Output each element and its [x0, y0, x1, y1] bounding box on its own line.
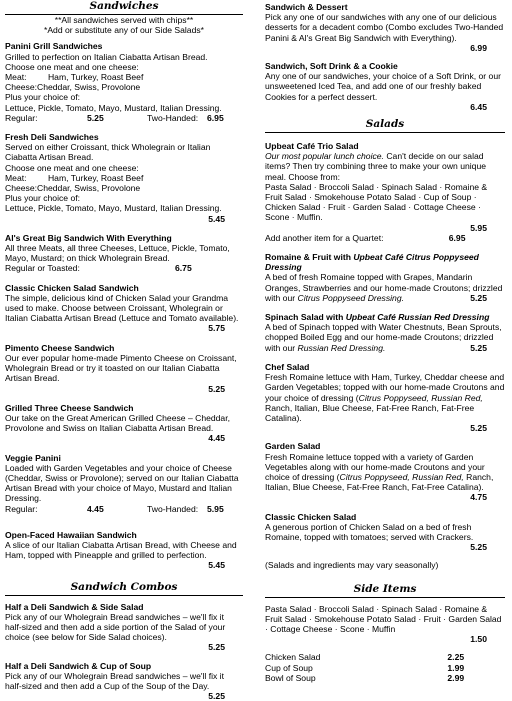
menu-item-panini: Panini Grill Sandwiches Grilled to perfection on Italian Ciabatta Artisan Bread. Choose one meat and one cheese: Meat: Ham, Turkey, Roast Beef Cheese:Cheddar, Swiss, Provolone Plus your choice of: Lettuce, Pickle, Tomato, Mayo, Mustard, Italian Dressing. Regular: 5.25 Two-Handed: 6.95: [5, 41, 243, 123]
section-header-salads: Salads: [265, 118, 505, 133]
menu-item-veggie-panini: Veggie Panini Loaded with Garden Vegetables and your choice of Cheese (Cheddar, Swiss or Provolone); served on our Italian Ciabatta Artisan Bread with your choice of Mayo, Mustard and Italian Dressing. Regular: 4.45 Two-Handed: 5.95: [5, 453, 243, 514]
section-header-sandwiches: Sandwiches: [5, 0, 243, 15]
seasonal-note: (Salads and ingredients may vary seasonally): [265, 560, 439, 571]
menu-item-garden-salad: Garden Salad Fresh Romaine lettuce topped with a variety of Garden Vegetables along with our home-made Croutons and your choice of dressing (Citrus Poppyseed, Russian Red, Ranch, Italian, Blue Cheese, Fat-Free Ranch, Fat-Free Catalina). 4.75: [265, 441, 494, 503]
menu-item-pimento: Pimento Cheese Sandwich Our ever popular home-made Pimento Cheese on Croissant, Wholegrain Bread or try it toasted on our Italian Ciabatta Artisan Bread. 5.25: [5, 342, 237, 394]
menu-item-sandwich-dessert: Sandwich & Dessert Pick any one of our sandwiches with any one of our delicious desserts for a decadent combo (Combo excludes Two-Handed Panini & Al's Great Big Sandwich with Everything). 6.99: [265, 2, 504, 53]
list-item: Bowl of Soup 2.99: [265, 672, 465, 683]
price-row: Regular: 5.25 Two-Handed: 6.95: [5, 112, 224, 123]
menu-item-big-sandwich: Al's Great Big Sandwich With Everything All three Meats, all three Cheeses, Lettuce, Pickle, Tomato, Mayo, Mustard; on thick Wholegrain Bread. Regular or Toasted: 6.75: [5, 232, 230, 274]
note-substitute: *Add or substitute any of our Side Salads*: [43, 25, 205, 36]
menu-item-hawaiian: Open-Faced Hawaiian Sandwich A slice of our Italian Ciabatta Artisan Bread, with Cheese and Ham, topped with Pineapple and grilled to perfection. 5.45: [5, 529, 237, 571]
section-header-sandwich-combos: Sandwich Combos: [5, 581, 243, 596]
side-items-list: Pasta Salad · Broccoli Salad · Spinach Salad · Romaine & Fruit Salad · Smokehouse Potato Salad · Fruit · Garden Salad · Cottage Cheese · Scone · Muffin 1.50: [265, 603, 502, 645]
note-chips: **All sandwiches served with chips**: [54, 15, 194, 25]
menu-item-half-sandwich-soup: Half a Deli Sandwich & Cup of Soup Pick any of our Wholegrain Bread sandwiches – we'll fix it half-sized and then add a Cup of the Soup of the Day. 5.25: [5, 660, 225, 701]
list-item: Cup of Soup 1.99: [265, 662, 465, 673]
menu-item-chicken-sandwich: Classic Chicken Salad Sandwich The simple, delicious kind of Chicken Salad your Grandma used to make. Choose between Croissant, Wholegrain or Italian Ciabatta Artisan Bread (Lettuce and Tomato available). 5.75: [5, 282, 239, 334]
right-column: [265, 0, 505, 683]
menu-item-half-sandwich-salad: Half a Deli Sandwich & Side Salad Pick any of our Wholegrain Bread sandwiches – we'll fix it half-sized and then add a side portion of the Salad of your choice (see below for Side Salad choices). 5.25: [5, 601, 226, 653]
side-items-priced: [265, 652, 505, 683]
list-item: Chicken Salad 2.25: [265, 652, 465, 663]
menu-item-grilled-cheese: Grilled Three Cheese Sandwich Our take on the Great American Grilled Cheese – Cheddar, Provolone and Swiss on Italian Ciabatta Artisan Bread. 4.45: [5, 402, 230, 444]
menu-item-sandwich-drink-cookie: Sandwich, Soft Drink & a Cookie Any one of our sandwiches, your choice of a Soft Drink, or our unsweetened Iced Tea, and add one of our freshly baked Cookies for a perfect dessert. 6.45: [265, 61, 501, 112]
menu-item-trio-salad: Upbeat Café Trio Salad Our most popular lunch choice. Can't decide on our salad items? Then try combining three to make your own unique meal. Choose from: Pasta Salad · Broccoli Salad · Spinach Salad · Romaine & Fruit Salad · Smokehouse Potato Salad · Cup of Soup · Chicken Salad · Fruit · Garden Salad · Cottage Cheese · Scone · Muffin. 5.95 Add another item for a Quartet: 6.95: [265, 141, 488, 243]
section-header-side-items: Side Items: [265, 583, 505, 598]
menu-item-spinach-salad: Spinach Salad with Upbeat Café Russian Red Dressing A bed of Spinach topped with Water Chestnuts, Bean Sprouts, chopped Boiled Egg and our home-made Croutons; drizzled with our Russian Red Dressing. 5.25: [265, 312, 502, 353]
price-row: Regular: 4.45 Two-Handed: 5.95: [5, 503, 224, 514]
left-column: [5, 0, 243, 701]
menu-item-deli: Fresh Deli Sandwiches Served on either Croissant, thick Wholegrain or Italian Ciabatta Artisan Bread. Choose one meat and one cheese: Meat: Ham, Turkey, Roast Beef Cheese:Cheddar, Swiss, Provolone Plus your choice of: Lettuce, Pickle, Tomato, Mayo, Mustard, Italian Dressing. 5.45: [5, 132, 225, 224]
menu-item-chef-salad: Chef Salad Fresh Romaine lettuce with Ham, Turkey, Cheddar cheese and Garden Vegetables; topped with our home-made Croutons and your choice of dressing (Citrus Poppyseed, Russian Red, Ranch, Italian, Blue Cheese, Fat-Free Ranch, Fat-Free Catalina). 5.25: [265, 361, 505, 434]
menu-item-romaine-fruit: Romaine & Fruit with Upbeat Café Citrus Poppyseed Dressing A bed of fresh Romaine topped with Grapes, Mandarin Oranges, Strawberries and our home-made Croutons; drizzled with our Citrus Poppyseed Dressing. 5.25: [265, 252, 503, 303]
menu-item-classic-chicken-salad: Classic Chicken Salad A generous portion of Chicken Salad on a bed of fresh Romaine, topped with tomatoes; served with Crackers. 5.25: [265, 511, 487, 553]
